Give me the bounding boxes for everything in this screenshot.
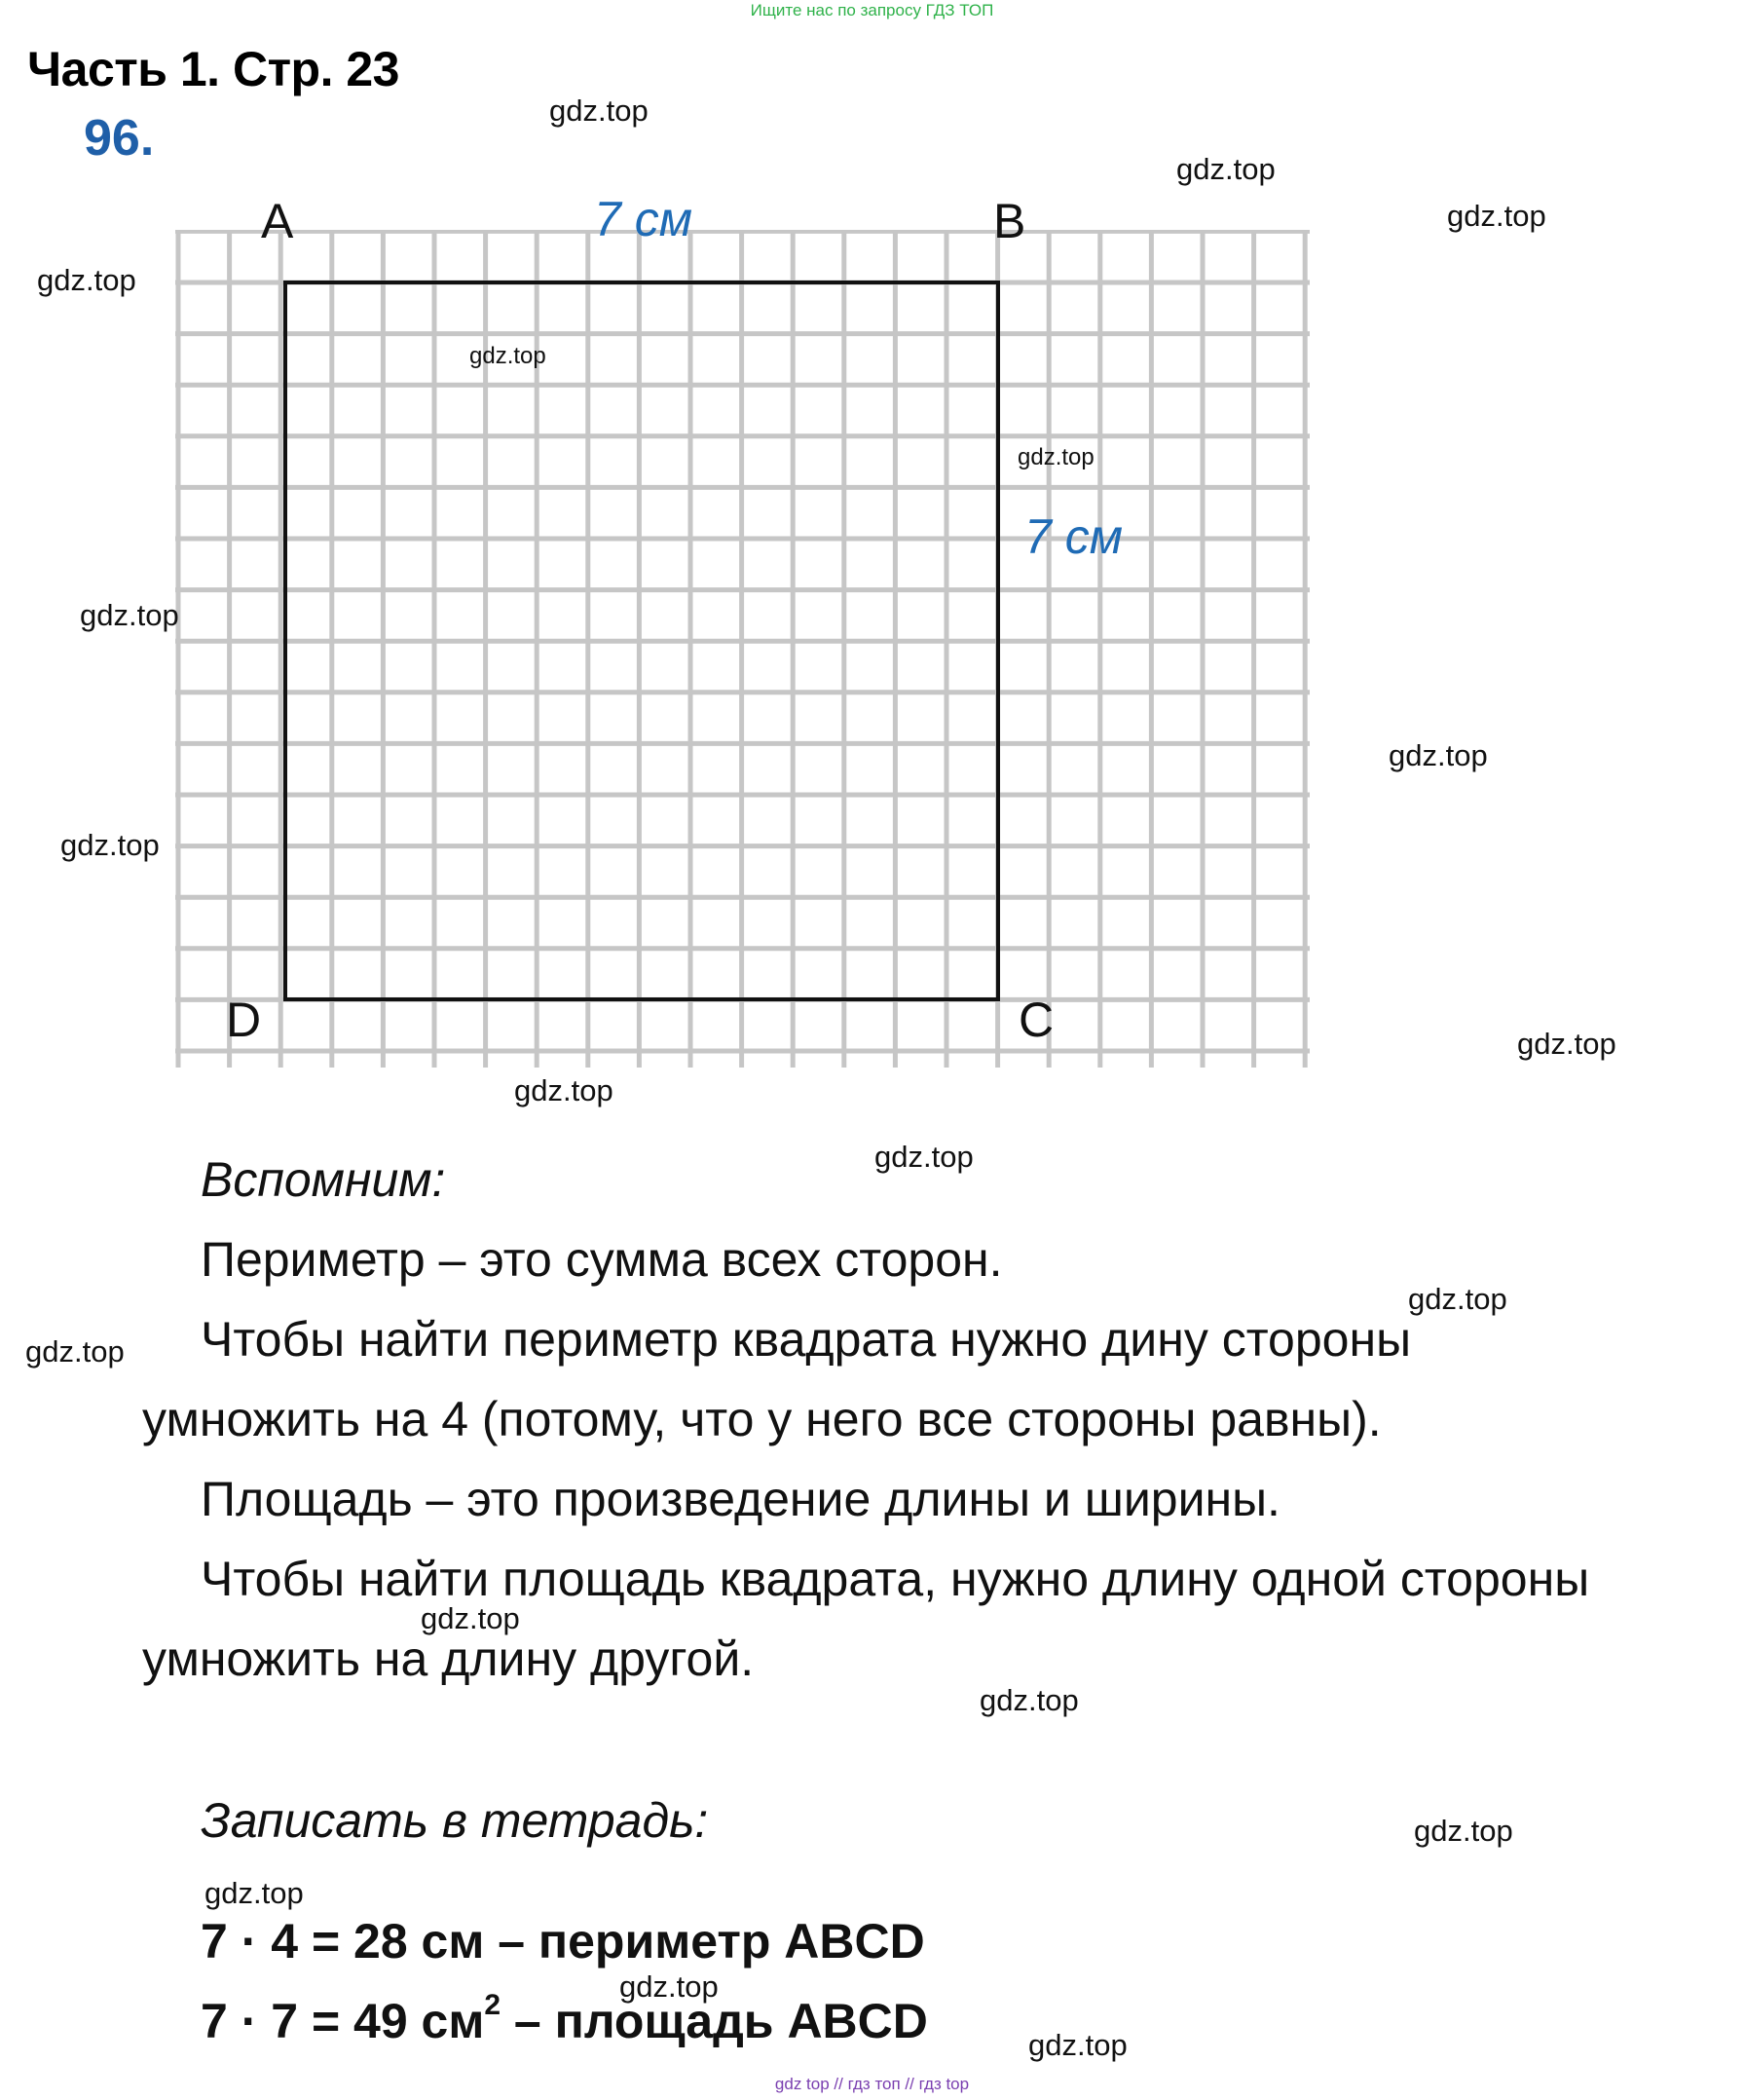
- area-formula: [201, 1989, 928, 2049]
- watermark: gdz.top: [37, 263, 136, 297]
- watermark: gdz.top: [980, 1683, 1079, 1717]
- recall-line-6: умножить на длину другой.: [142, 1631, 755, 1686]
- watermark: gdz.top: [1408, 1282, 1507, 1316]
- watermark: gdz.top: [1028, 2028, 1128, 2062]
- watermark: gdz.top: [80, 598, 179, 632]
- top-side-length: 7 см: [594, 192, 692, 246]
- vertex-b-label: B: [993, 194, 1026, 248]
- grid-lines: [175, 230, 1310, 1068]
- area-formula-exponent: 2: [484, 1989, 501, 2022]
- watermark: gdz.top: [60, 828, 160, 862]
- vertex-d-label: D: [226, 993, 262, 1047]
- search-hint-banner: Ищите нас по запросу ГДЗ ТОП: [750, 1, 994, 19]
- watermark: gdz.top: [874, 1140, 974, 1174]
- vertex-a-label: A: [261, 194, 294, 248]
- vertex-c-label: C: [1019, 993, 1055, 1047]
- watermark: gdz.top: [1447, 199, 1546, 233]
- footer-watermark: gdz top // гдз топ // гдз top: [774, 2075, 970, 2093]
- right-side-length: 7 см: [1024, 509, 1123, 564]
- watermark: gdz.top: [1018, 444, 1095, 470]
- grid-paper-figure: [175, 230, 1324, 1068]
- watermark: gdz.top: [469, 343, 546, 369]
- watermark: gdz.top: [549, 94, 649, 128]
- watermark: gdz.top: [514, 1073, 613, 1107]
- recall-line-4: Площадь – это произведение длины и ширины.: [201, 1472, 1280, 1526]
- recall-line-1: Периметр – это сумма всех сторон.: [201, 1232, 1003, 1287]
- recall-line-3: умножить на 4 (потому, что у него все стороны равны).: [142, 1392, 1382, 1446]
- page-title: Часть 1. Стр. 23: [27, 42, 399, 96]
- watermark: gdz.top: [619, 1969, 719, 2004]
- area-formula-left: 7 · 7 = 49 см: [201, 1994, 485, 2048]
- recall-line-2: Чтобы найти периметр квадрата нужно дину стороны: [201, 1312, 1412, 1367]
- watermark: gdz.top: [1176, 152, 1276, 186]
- watermark: gdz.top: [1517, 1027, 1616, 1061]
- watermark: gdz.top: [1389, 738, 1488, 772]
- perimeter-formula: 7 · 4 = 28 см – периметр ABCD: [201, 1914, 925, 1969]
- area-formula-right: – площадь ABCD: [501, 1994, 928, 2048]
- task-number: 96.: [84, 110, 155, 167]
- recall-line-5: Чтобы найти площадь квадрата, нужно длину одной стороны: [201, 1552, 1590, 1606]
- watermark: gdz.top: [1414, 1814, 1513, 1848]
- watermark: gdz.top: [421, 1601, 520, 1635]
- recall-heading: Вспомним:: [201, 1152, 446, 1207]
- notebook-heading: Записать в тетрадь:: [201, 1793, 709, 1848]
- watermark: gdz.top: [25, 1334, 125, 1369]
- watermark: gdz.top: [204, 1876, 304, 1910]
